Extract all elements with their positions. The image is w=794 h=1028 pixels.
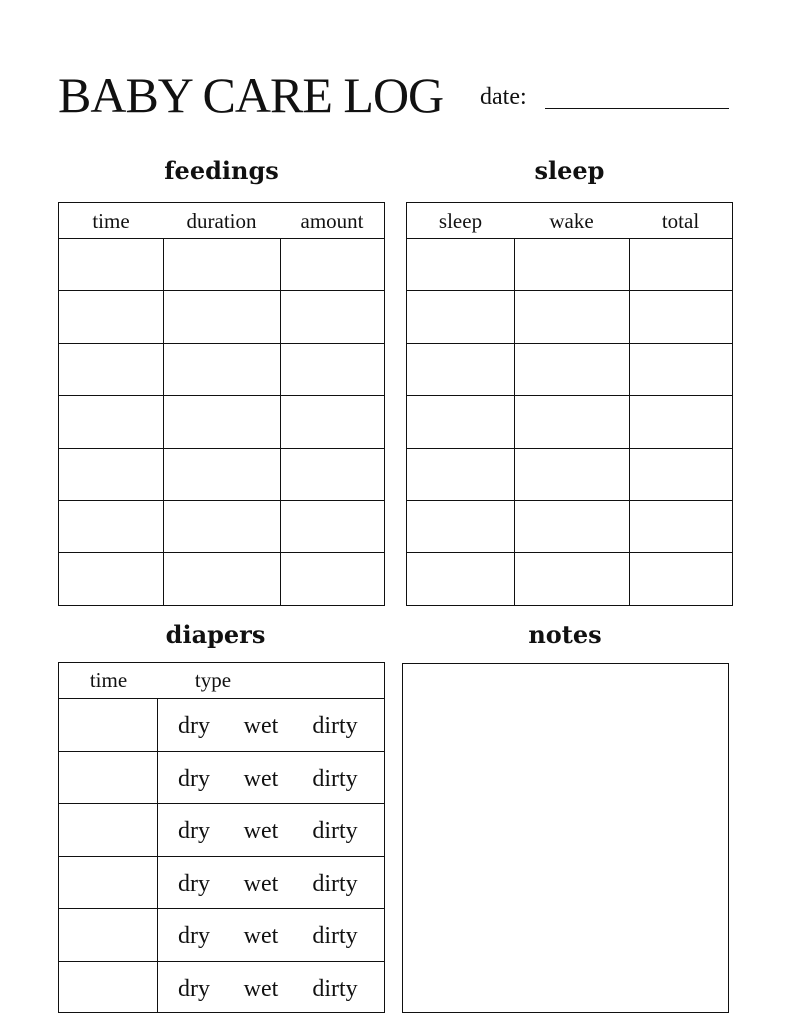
sleep-header-sleep: sleep	[438, 209, 483, 233]
feedings-header-time: time	[92, 209, 130, 233]
sleep-cell[interactable]	[514, 238, 629, 290]
sleep-cell[interactable]	[629, 552, 732, 604]
diaper-option-dry[interactable]: dry	[178, 713, 210, 739]
feedings-cell[interactable]	[59, 290, 163, 342]
sleep-cell[interactable]	[629, 448, 732, 500]
sleep-cell[interactable]	[514, 343, 629, 395]
sleep-header-total: total	[661, 209, 700, 233]
diaper-option-dry[interactable]: dry	[178, 870, 210, 897]
sleep-cell[interactable]	[407, 395, 514, 447]
diapers-time-cell[interactable]	[59, 751, 157, 804]
feedings-header-duration: duration	[186, 209, 257, 233]
diaper-option-dirty[interactable]: dirty	[312, 765, 358, 792]
sleep-cell[interactable]	[514, 552, 629, 604]
sleep-cell[interactable]	[407, 343, 514, 395]
sleep-cell[interactable]	[629, 238, 732, 290]
sleep-cell[interactable]	[514, 448, 629, 500]
sleep-cell[interactable]	[629, 395, 732, 447]
feedings-cell[interactable]	[163, 500, 280, 552]
feedings-table	[58, 202, 385, 606]
feedings-cell[interactable]	[163, 395, 280, 447]
feedings-cell[interactable]	[280, 552, 384, 604]
diaper-option-dry[interactable]: dry	[178, 818, 210, 844]
feedings-cell[interactable]	[59, 238, 163, 290]
feedings-cell[interactable]	[280, 500, 384, 552]
sleep-cell[interactable]	[514, 395, 629, 447]
page-title: BABY CARE LOG	[58, 67, 444, 123]
sleep-title: sleep	[534, 156, 605, 185]
diapers-table	[58, 662, 385, 1013]
diaper-option-dirty[interactable]: dirty	[312, 818, 358, 844]
diapers-header-type: type	[194, 668, 232, 692]
diaper-option-dirty[interactable]: dirty	[312, 975, 358, 1002]
feedings-cell[interactable]	[280, 238, 384, 290]
date-label: date:	[480, 84, 527, 110]
feedings-cell[interactable]	[280, 343, 384, 395]
feedings-cell[interactable]	[59, 448, 163, 500]
diaper-option-wet[interactable]: wet	[243, 765, 279, 792]
feedings-cell[interactable]	[59, 500, 163, 552]
sleep-cell[interactable]	[407, 552, 514, 604]
feedings-header-amount: amount	[300, 209, 364, 233]
feedings-cell[interactable]	[280, 290, 384, 342]
diaper-option-dry[interactable]: dry	[178, 765, 210, 792]
sleep-header-wake: wake	[549, 209, 594, 233]
diaper-option-dry[interactable]: dry	[178, 975, 210, 1002]
sleep-cell[interactable]	[407, 238, 514, 290]
feedings-cell[interactable]	[163, 448, 280, 500]
sleep-cell[interactable]	[514, 500, 629, 552]
notes-title: notes	[528, 620, 602, 649]
feedings-cell[interactable]	[163, 290, 280, 342]
diapers-column-divider	[157, 698, 158, 1012]
diapers-time-cell[interactable]	[59, 856, 157, 909]
sleep-cell[interactable]	[629, 343, 732, 395]
sleep-cell[interactable]	[629, 290, 732, 342]
diaper-option-wet[interactable]: wet	[243, 818, 279, 844]
diaper-option-wet[interactable]: wet	[243, 923, 279, 949]
diaper-option-wet[interactable]: wet	[243, 713, 279, 739]
sleep-cell[interactable]	[407, 448, 514, 500]
diaper-option-wet[interactable]: wet	[243, 870, 279, 897]
feedings-cell[interactable]	[59, 395, 163, 447]
diaper-option-dirty[interactable]: dirty	[312, 713, 358, 739]
diapers-time-cell[interactable]	[59, 961, 157, 1014]
sleep-cell[interactable]	[407, 290, 514, 342]
diapers-time-cell[interactable]	[59, 908, 157, 961]
diaper-option-wet[interactable]: wet	[243, 975, 279, 1002]
diaper-option-dirty[interactable]: dirty	[312, 923, 358, 949]
diapers-header-time: time	[89, 668, 128, 692]
diapers-time-cell[interactable]	[59, 698, 157, 751]
date-field[interactable]	[545, 108, 729, 109]
feedings-cell[interactable]	[280, 395, 384, 447]
diaper-option-dirty[interactable]: dirty	[312, 870, 358, 897]
sleep-cell[interactable]	[629, 500, 732, 552]
feedings-cell[interactable]	[280, 448, 384, 500]
sleep-cell[interactable]	[407, 500, 514, 552]
diaper-option-dry[interactable]: dry	[178, 923, 210, 949]
notes-area[interactable]	[402, 663, 729, 1013]
diapers-title: diapers	[165, 620, 266, 649]
feedings-cell[interactable]	[163, 552, 280, 604]
feedings-cell[interactable]	[163, 238, 280, 290]
feedings-cell[interactable]	[59, 343, 163, 395]
feedings-cell[interactable]	[163, 343, 280, 395]
diapers-time-cell[interactable]	[59, 803, 157, 856]
feedings-title: feedings	[164, 156, 279, 185]
sleep-cell[interactable]	[514, 290, 629, 342]
feedings-cell[interactable]	[59, 552, 163, 604]
sleep-table	[406, 202, 733, 606]
